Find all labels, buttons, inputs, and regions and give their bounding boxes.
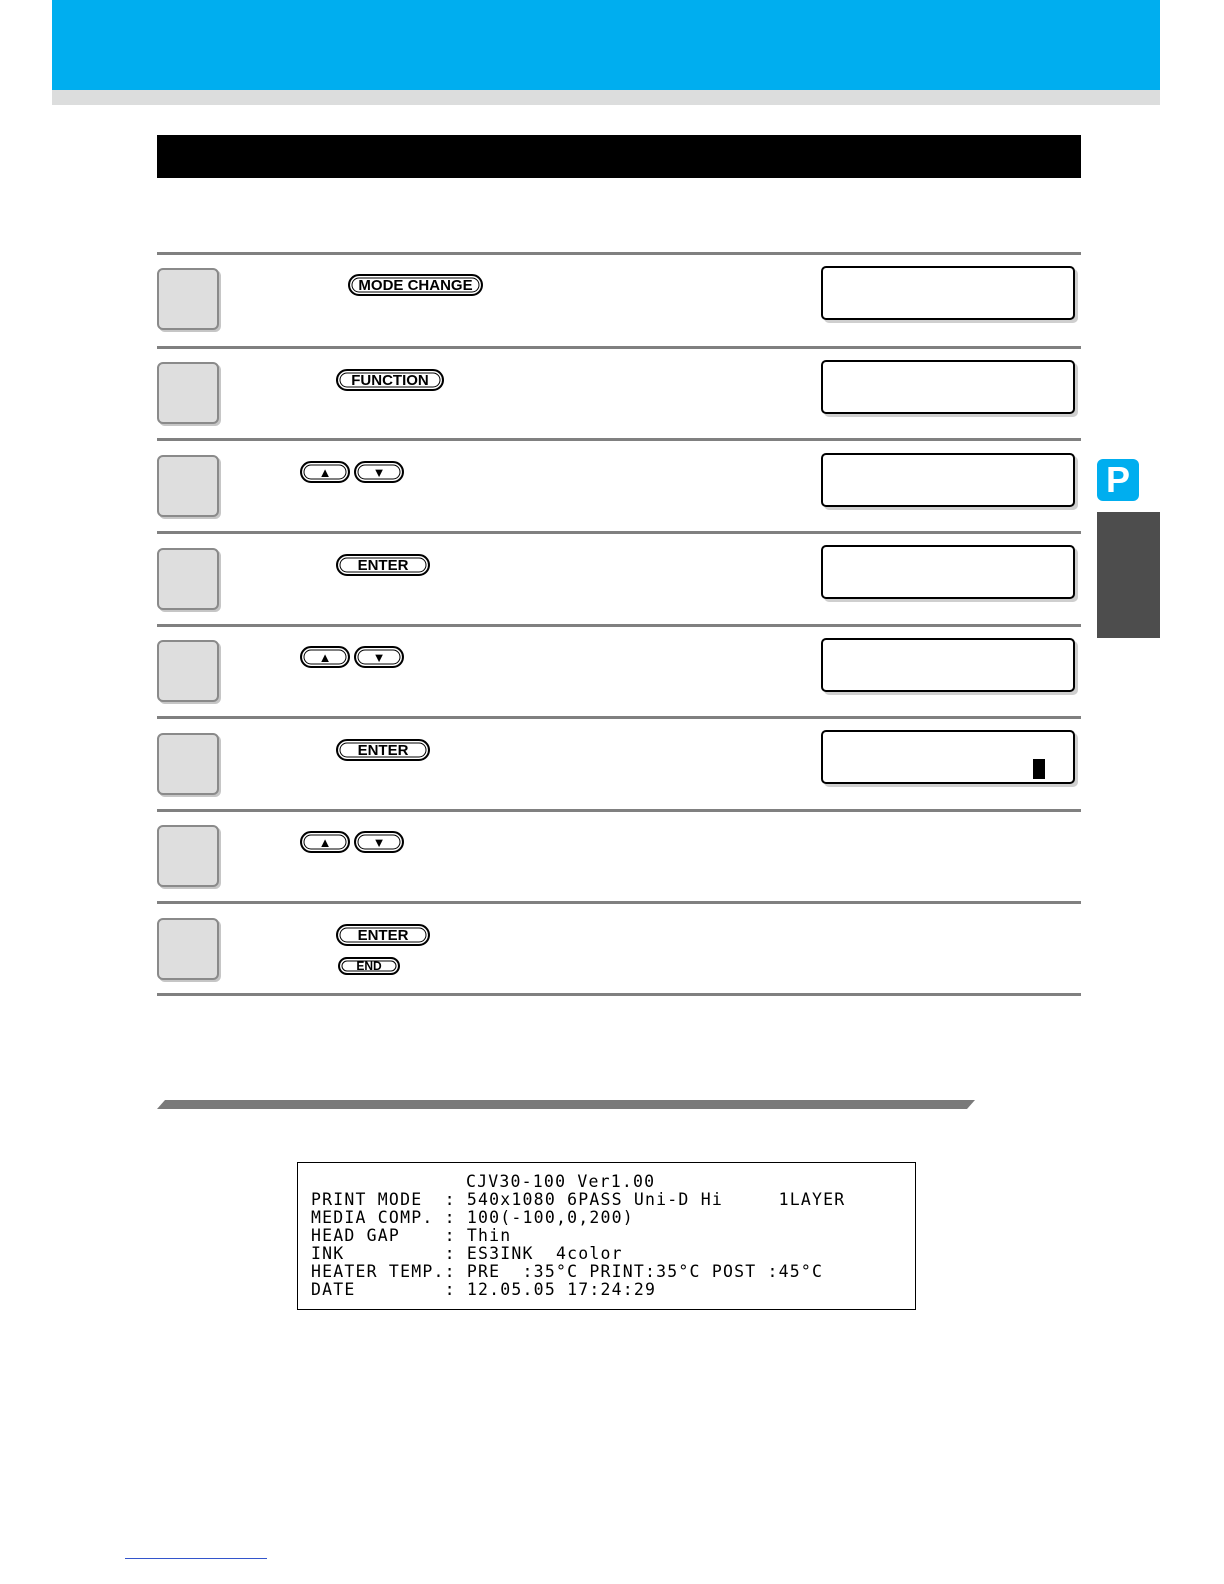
lcd-display [821, 266, 1075, 320]
step-number-box [157, 268, 219, 330]
section-title-bar [157, 135, 1081, 178]
step-divider [157, 993, 1081, 996]
footer-link-underline[interactable] [125, 1558, 267, 1559]
report-label: DATE [311, 1280, 445, 1299]
chapter-badge-letter: P [1105, 459, 1130, 500]
report-line [311, 1191, 845, 1209]
lcd-display [821, 545, 1075, 599]
report-line [311, 1245, 623, 1263]
chapter-tab [1097, 512, 1160, 638]
up-arrow-key: ▲ [300, 831, 350, 853]
report-label: PRINT MODE [311, 1190, 445, 1209]
up-arrow-key: ▲ [300, 461, 350, 483]
step-divider [157, 716, 1081, 719]
report-line [311, 1209, 634, 1227]
report-value: : 12.05.05 17:24:29 [444, 1280, 657, 1299]
step-divider [157, 624, 1081, 627]
step-divider [157, 531, 1081, 534]
down-arrow-key: ▼ [354, 831, 404, 853]
lcd-cursor [1033, 759, 1045, 779]
step-divider [157, 809, 1081, 812]
down-arrow-key: ▼ [354, 461, 404, 483]
enter-key: ENTER [336, 924, 430, 946]
report-value: : ES3INK 4color [444, 1244, 623, 1263]
lcd-display [821, 730, 1075, 784]
report-label: INK [311, 1244, 445, 1263]
report-value: : 540x1080 6PASS Uni-D Hi 1LAYER [444, 1190, 846, 1209]
report-label: HEAD GAP [311, 1226, 445, 1245]
step-number-box [157, 548, 219, 610]
report-line [311, 1281, 656, 1299]
chapter-badge [1097, 459, 1139, 501]
function-key: FUNCTION [336, 369, 444, 391]
step-divider [157, 901, 1081, 904]
subsection-divider [157, 1100, 975, 1109]
report-label: MEDIA COMP. [311, 1208, 445, 1227]
end-key: END [338, 957, 400, 975]
report-line [311, 1263, 823, 1281]
report-line [311, 1227, 511, 1245]
lcd-display [821, 360, 1075, 414]
report-label: HEATER TEMP. [311, 1262, 445, 1281]
step-number-box [157, 640, 219, 702]
lcd-display [821, 638, 1075, 692]
step-number-box [157, 362, 219, 424]
header-banner-shadow [52, 90, 1160, 105]
lcd-display [821, 453, 1075, 507]
step-divider [157, 438, 1081, 441]
step-number-box [157, 918, 219, 980]
step-number-box [157, 455, 219, 517]
mode-change-key: MODE CHANGE [348, 274, 483, 296]
report-title: CJV30-100 Ver1.00 [466, 1172, 656, 1191]
report-value: : 100(-100,0,200) [444, 1208, 634, 1227]
enter-key: ENTER [336, 554, 430, 576]
up-arrow-key: ▲ [300, 646, 350, 668]
report-value: : Thin [444, 1226, 512, 1245]
step-divider [157, 346, 1081, 349]
down-arrow-key: ▼ [354, 646, 404, 668]
header-banner [52, 0, 1160, 90]
step-divider [157, 252, 1081, 255]
report-value: : PRE :35°C PRINT:35°C POST :45°C [444, 1262, 824, 1281]
step-number-box [157, 825, 219, 887]
print-report-sample [297, 1162, 916, 1310]
enter-key: ENTER [336, 739, 430, 761]
step-number-box [157, 733, 219, 795]
